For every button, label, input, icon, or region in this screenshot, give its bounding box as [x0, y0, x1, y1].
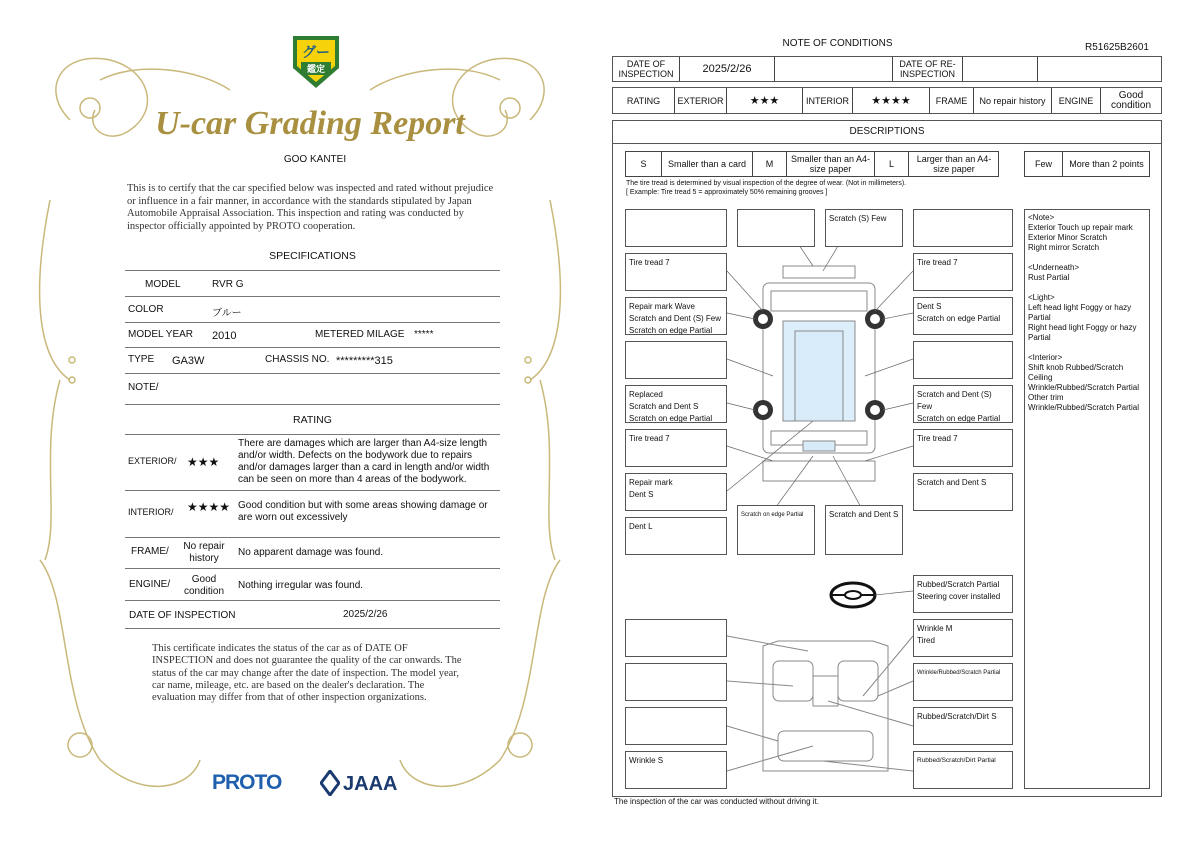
desc-box-rear-seat-left: Wrinkle S [625, 751, 727, 789]
desc-box-tire-front-right: Tire tread 7 [913, 253, 1013, 291]
legend-value: Smaller than an A4-size paper [787, 152, 875, 176]
desc-box-left-fender: Repair mark Wave Scratch and Dent (S) Few Scratch on edge Partial [625, 297, 727, 335]
exterior-stars: ★★★ [187, 455, 220, 469]
desc-box [625, 209, 727, 247]
exterior-label: EXTERIOR/ [128, 456, 177, 466]
desc-box-right-fender: Dent S Scratch on edge Partial [913, 297, 1013, 335]
engine-value: Good condition [183, 574, 225, 597]
desc-box-rear-left: Dent L [625, 517, 727, 555]
interior-stars: ★★★★ [187, 500, 231, 514]
exterior-label: EXTERIOR [675, 88, 727, 113]
notes-box: <Note> Exterior Touch up repair mark Exterior Minor Scratch Right mirror Scratch <Underneath> Rust Partial <Light> Left head light Foggy or hazy Partial Right head light Foggy or hazy Partial <Interior> Shift knob Rubbed/Scratch Ceiling Wrinkle/Rubbed/Scratch Partial Other trim Wrinkle/Rubbed/Scratch Partial [1024, 209, 1150, 789]
model-label: MODEL [145, 279, 181, 290]
goo-kantei-logo: グー 鑑定 [289, 32, 343, 90]
legend-value: Smaller than a card [662, 152, 753, 176]
desc-box-left-door: Replaced Scratch and Dent S Scratch on edge Partial [625, 385, 727, 423]
desc-box [625, 707, 727, 745]
note-label: NOTE/ [128, 382, 159, 393]
noc-title: NOTE OF CONDITIONS [782, 38, 893, 49]
few-value: More than 2 points [1069, 159, 1144, 169]
descriptions-panel [612, 120, 1162, 797]
inspection-date-row [612, 56, 1162, 82]
color-label: COLOR [128, 304, 164, 315]
report-title: U-car Grading Report [155, 105, 465, 142]
noc-footer: The inspection of the car was conducted without driving it. [614, 797, 819, 806]
milage-label: METERED MILAGE [315, 329, 405, 340]
exterior-text: There are damages which are larger than A4-size length and/or width. Defects on the bodywork due to repairs and/or damages larger than a card in length and/or width can be seen on more than 4 areas of the bodywork. [238, 438, 490, 485]
desc-box-rear-seat: Rubbed/Scratch/Dirt Partial [913, 751, 1013, 789]
legend-key: M [753, 152, 787, 176]
legend-value: Larger than an A4-size paper [916, 154, 992, 174]
exterior-stars: ★★★ [727, 88, 803, 113]
certify-text: This is to certify that the car specified below was inspected and rated without prejudice or influence in a fair manner, in accordance with the standards stipulated by Japan Automobile Appraisal Association. This inspection and rating was conducted by inspector officially appointed by PROTO cooperation. [127, 183, 494, 232]
frame-text: No apparent damage was found. [238, 547, 384, 558]
legend-key: L [875, 152, 909, 176]
desc-box [625, 663, 727, 701]
desc-box-rear-bumper: Scratch and Dent S [825, 505, 903, 555]
model-value: RVR G [212, 279, 244, 290]
engine-text: Nothing irregular was found. [238, 580, 364, 591]
proto-logo: PROTO [212, 771, 282, 794]
desc-box [913, 209, 1013, 247]
desc-box-right-quarter: Scratch and Dent S [913, 473, 1013, 511]
certificate-footer: This certificate indicates the status of the car as of DATE OF INSPECTION and does not guarantee the quality of the car onwards. The status of the car may change after the date of inspection. The model year, car name, mileage, etc. are based on the dealer's declaration. The evaluation may differ from that of other inspection organizations. [152, 643, 462, 704]
desc-box-tire-front-left: Tire tread 7 [625, 253, 727, 291]
year-label: MODEL YEAR [128, 329, 194, 340]
desc-box-front-seat: Wrinkle/Rubbed/Scratch Partial [913, 663, 1013, 701]
type-value: GA3W [172, 355, 205, 367]
blank-cell [775, 57, 893, 81]
jaaa-logo: JAAA [343, 773, 398, 795]
legend-key: S [626, 152, 662, 176]
desc-box-left-quarter: Repair mark Dent S [625, 473, 727, 511]
desc-box-steering: Rubbed/Scratch Partial Steering cover installed [913, 575, 1013, 613]
rating-label: RATING [613, 88, 675, 113]
desc-box-console: Rubbed/Scratch/Dirt S [913, 707, 1013, 745]
tire-example: [ Example: Tire tread 5 = approximately 50% remaining grooves ] [626, 189, 828, 196]
interior-label: INTERIOR [803, 88, 853, 113]
desc-box-ceiling: Wrinkle M Tired [913, 619, 1013, 657]
interior-stars: ★★★★ [853, 88, 930, 113]
interior-label: INTERIOR/ [128, 507, 174, 517]
engine-label: ENGINE/ [129, 579, 171, 590]
dori-label: DATE OF RE-INSPECTION [893, 57, 963, 81]
doi-label: DATE OF INSPECTION [613, 57, 680, 81]
rating-heading: RATING [293, 414, 332, 426]
milage-value: ***** [414, 329, 434, 340]
engine-value: Good condition [1110, 89, 1152, 111]
steering-wheel-icon [831, 583, 913, 607]
date-label: DATE OF INSPECTION [129, 610, 236, 621]
desc-box-rear: Scratch on edge Partial [737, 505, 815, 555]
desc-box-front: Scratch (S) Few [825, 209, 903, 247]
interior-text: Good condition but with some areas showing damage or are worn out excessively [238, 500, 488, 523]
spec-heading: SPECIFICATIONS [269, 250, 356, 262]
desc-box [625, 619, 727, 657]
type-label: TYPE [128, 354, 155, 365]
date-value: 2025/2/26 [343, 609, 388, 620]
desc-box-tire-rear-right: Tire tread 7 [913, 429, 1013, 467]
few-key: Few [1025, 152, 1063, 176]
report-code: R51625B2601 [1085, 42, 1149, 53]
jaaa-emblem-icon [320, 770, 340, 796]
desc-box [737, 209, 815, 247]
desc-box-tire-rear-left: Tire tread 7 [625, 429, 727, 467]
desc-box [913, 341, 1013, 379]
desc-box [625, 341, 727, 379]
rating-row [612, 87, 1162, 114]
color-value: ブルー [212, 308, 242, 319]
chassis-label: CHASSIS NO. [265, 354, 330, 365]
frame-label: FRAME/ [131, 546, 169, 557]
year-value: 2010 [212, 330, 237, 342]
doi-value: 2025/2/26 [680, 57, 775, 81]
chassis-value: *********315 [336, 355, 393, 367]
frame-label: FRAME [930, 88, 974, 113]
descriptions-heading: DESCRIPTIONS [613, 121, 1161, 144]
tire-note: The tire tread is determined by visual inspection of the degree of wear. (Not in millimeters). [626, 180, 907, 187]
frame-value: No repair history [974, 88, 1052, 113]
note-of-conditions [600, 0, 1200, 848]
frame-value: No repair history [183, 541, 225, 564]
blank-cell [963, 57, 1038, 81]
engine-label: ENGINE [1052, 88, 1101, 113]
report-subtitle: GOO KANTEI [283, 154, 347, 165]
desc-box-right-door: Scratch and Dent (S) Few Scratch on edge Partial [913, 385, 1013, 423]
